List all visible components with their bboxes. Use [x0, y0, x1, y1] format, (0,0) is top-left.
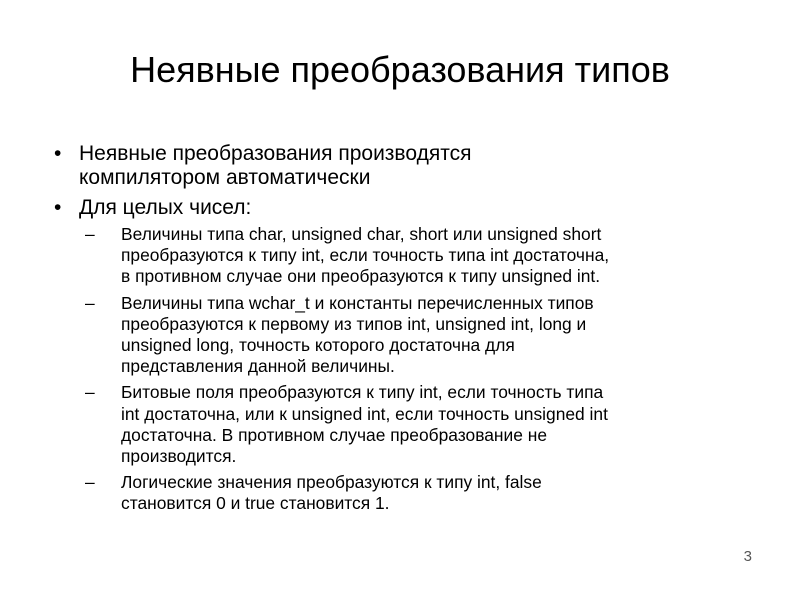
bullet-item-auto-conversion [52, 142, 752, 190]
sub-bullet-list [79, 224, 752, 515]
sub-bullet-line: Величины типа wchar_t и константы перечисленных типов [121, 292, 594, 313]
sub-bullet-line: производится. [121, 446, 237, 467]
bullet-marker: • [54, 196, 62, 219]
bullet-line: компилятором автоматически [79, 166, 371, 189]
bullet-line: Неявные преобразования производятся [79, 142, 472, 165]
bullet-line: Для целых чисел: [79, 196, 252, 219]
sub-bullet-item-wchar [85, 293, 752, 378]
sub-bullet-line: преобразуются к первому из типов int, unsigned int, long и [121, 313, 587, 334]
sub-bullet-line: представления данной величины. [121, 356, 395, 377]
bullet-list [52, 142, 752, 515]
sub-bullet-line: Логические значения преобразуются к типу int, false [121, 472, 542, 493]
slide-content [52, 142, 752, 521]
sub-bullet-line: Величины типа char, unsigned char, short или unsigned short [121, 224, 602, 244]
sub-bullet-line: преобразуются к типу int, если точность типа int достаточна, [121, 245, 610, 266]
sub-bullet-item-booleans [85, 472, 752, 514]
bullet-marker: • [54, 142, 62, 165]
slide-title: Неявные преобразования типов [130, 49, 670, 90]
sub-bullet-line: unsigned long, точность которого достаточна для [121, 335, 515, 356]
sub-bullet-line: достаточна. В противном случае преобразование не [121, 424, 548, 445]
bullet-item-integers [52, 196, 752, 515]
sub-bullet-line: становится 0 и true становится 1. [121, 493, 390, 514]
sub-bullet-line: int достаточна, или к unsigned int, если точность unsigned int [121, 403, 608, 424]
sub-bullet-item-char-short [85, 224, 752, 288]
dash-marker: – [85, 472, 95, 493]
dash-marker: – [85, 382, 95, 403]
sub-bullet-line: Битовые поля преобразуются к типу int, если точность типа [121, 382, 604, 403]
sub-bullet-item-bitfields [85, 382, 752, 467]
dash-marker: – [85, 292, 95, 313]
page-number: 3 [743, 548, 752, 565]
sub-bullet-line: в противном случае они преобразуются к типу unsigned int. [121, 266, 601, 287]
dash-marker: – [85, 224, 95, 244]
